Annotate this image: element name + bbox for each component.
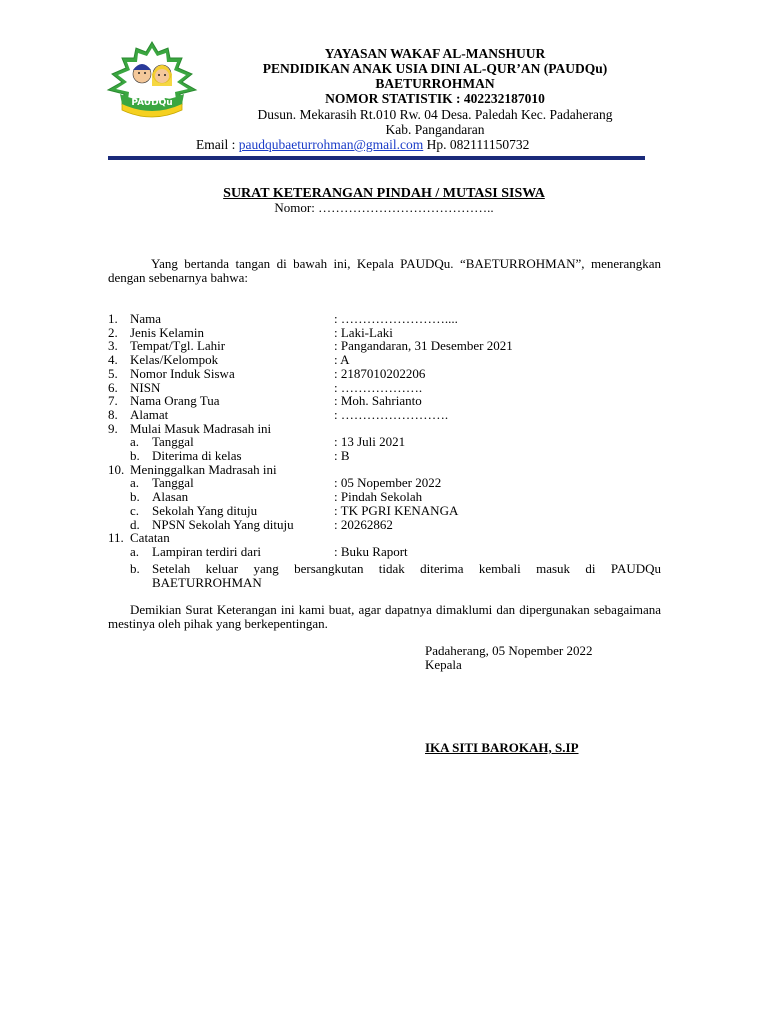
item-value: : ……………………. (334, 406, 449, 422)
school-logo (98, 38, 206, 128)
item-value: : …………………….... (334, 311, 458, 326)
list-item (0, 367, 768, 381)
signatory-position: Kepala (425, 657, 462, 672)
item-number: 1. (108, 311, 118, 326)
letter-number: Nomor: ………………………………….. (274, 200, 494, 215)
sub-item-letter: a. (130, 434, 140, 450)
item-value: : 13 Juli 2021 (334, 434, 406, 450)
item-value: : B (334, 448, 350, 463)
item-number: 8. (108, 406, 118, 422)
letter-title: SURAT KETERANGAN PINDAH / MUTASI SISWA (223, 186, 545, 201)
sub-item-letter: d. (130, 516, 140, 532)
email-link[interactable]: paudqubaeturrohman@gmail.com (238, 137, 424, 152)
school-name: PENDIDIKAN ANAK USIA DINI AL-QUR’AN (PAUDQu) (262, 61, 608, 76)
sub-item-letter: c. (130, 502, 140, 518)
sub-item-letter: a. (130, 543, 140, 559)
item-value: : Laki-Laki (334, 324, 393, 340)
item-label: Catatan (130, 530, 170, 546)
note-b: b. Setelah keluar yang bersangkutan tidak diterima kembali masuk di PAUDQu BAETURROHMAN (130, 561, 661, 590)
item-value: : 05 Nopember 2022 (334, 475, 442, 491)
sub-item-label: Alasan (152, 489, 189, 505)
item-value: : ………………. (334, 379, 423, 395)
list-item (0, 312, 768, 326)
note-b-text: Setelah keluar yang bersangkutan tidak diterima kembali masuk di PAUDQu BAETURROHMAN (152, 561, 661, 590)
item-label: Jenis Kelamin (130, 324, 205, 340)
logo-text: PAUDQu (131, 98, 173, 108)
school-short-name: BAETURROHMAN (375, 76, 495, 91)
sub-item-letter: a. (130, 475, 140, 491)
address-line-2: Kab. Pangandaran (385, 122, 485, 137)
sub-item-label: Sekolah Yang dituju (152, 502, 258, 518)
phone-number: Hp. 082111150732 (426, 137, 530, 152)
item-value: : 2187010202206 (334, 365, 426, 381)
place-date: Padaherang, 05 Nopember 2022 (425, 643, 593, 658)
list-item (0, 545, 768, 559)
item-label: Nomor Induk Siswa (130, 365, 235, 381)
item-label: Nama Orang Tua (130, 393, 220, 409)
list-item (0, 408, 768, 422)
sub-item-label: Tanggal (152, 475, 194, 491)
item-label: Kelas/Kelompok (130, 352, 219, 368)
sub-item-letter: b. (130, 489, 140, 505)
item-number: 4. (108, 352, 118, 368)
list-item (0, 435, 768, 449)
item-value: : 20262862 (334, 516, 393, 532)
closing-paragraph: Demikian Surat Keterangan ini kami buat, agar dapatnya dimaklumi dan dipergunakan sebagaimana mestinya oleh pihak yang berkepentingan. (108, 602, 661, 631)
item-label: Mulai Masuk Madrasah ini (130, 420, 272, 436)
item-value: : Moh. Sahrianto (334, 393, 422, 409)
email-label: Email : (196, 137, 236, 152)
statistic-number: NOMOR STATISTIK : 402232187010 (325, 91, 545, 106)
item-label: Meninggalkan Madrasah ini (130, 461, 277, 477)
sub-item-letter: b. (130, 448, 140, 463)
item-number: 10. (108, 461, 125, 477)
header-divider (108, 156, 645, 160)
sub-item-label: NPSN Sekolah Yang dituju (152, 516, 294, 532)
item-value: : TK PGRI KENANGA (334, 502, 459, 518)
intro-paragraph: Yang bertanda tangan di bawah ini, Kepala PAUDQu. “BAETURROHMAN”, menerangkan dengan sebenarnya bahwa: (108, 256, 661, 285)
item-label: NISN (130, 379, 161, 395)
sub-item-label: Lampiran terdiri dari (152, 543, 262, 559)
sub-item-label: Tanggal (152, 434, 194, 450)
list-item (0, 353, 768, 367)
item-value: : Pindah Sekolah (334, 489, 423, 505)
item-number: 2. (108, 324, 118, 340)
item-label: Alamat (130, 406, 169, 422)
address-line-1: Dusun. Mekarasih Rt.010 Rw. 04 Desa. Paledah Kec. Padaherang (257, 107, 613, 122)
item-label: Nama (130, 311, 162, 326)
item-value: : Pangandaran, 31 Desember 2021 (334, 338, 513, 354)
contact-line (196, 137, 529, 152)
sub-item-label: Diterima di kelas (152, 448, 242, 463)
signatory-name: IKA SITI BAROKAH, S.IP (425, 740, 579, 755)
item-value: : A (334, 352, 350, 368)
foundation-name: YAYASAN WAKAF AL-MANSHUUR (324, 46, 546, 61)
item-number: 6. (108, 379, 118, 395)
item-number: 7. (108, 393, 118, 409)
item-number: 11. (108, 530, 124, 546)
list-item (0, 449, 768, 463)
item-value: : Buku Raport (334, 543, 408, 559)
item-number: 3. (108, 338, 118, 354)
item-label: Tempat/Tgl. Lahir (130, 338, 226, 354)
list-item (0, 490, 768, 504)
item-number: 5. (108, 365, 118, 381)
item-number: 9. (108, 420, 118, 436)
list-item (0, 504, 768, 518)
